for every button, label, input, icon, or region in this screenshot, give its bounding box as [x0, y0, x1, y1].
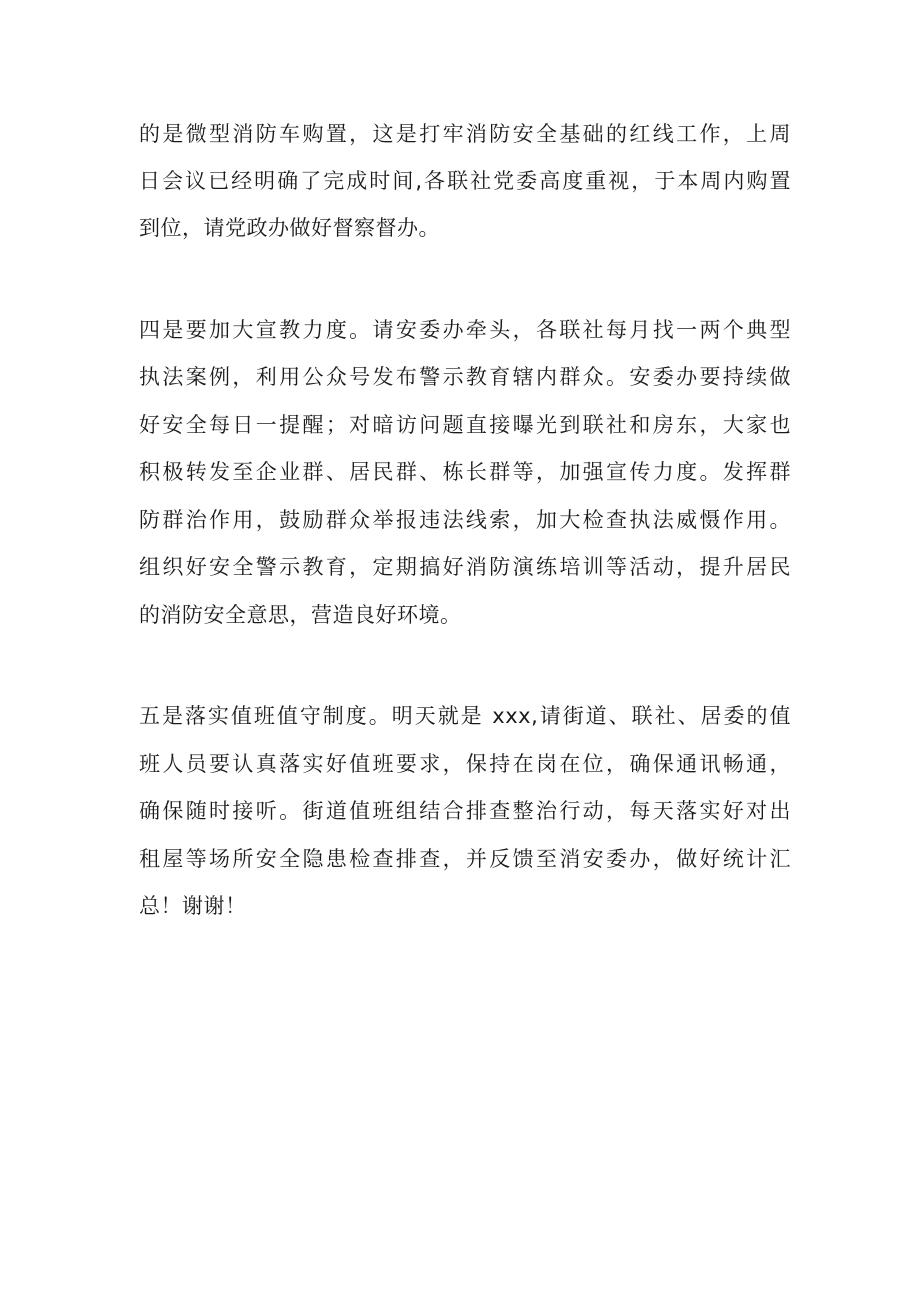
- paragraph-line: 组织好安全警示教育，定期搞好消防演练培训等活动，提升居民: [139, 555, 791, 579]
- paragraph-line: 到位，请党政办做好督察督办。: [139, 216, 440, 240]
- paragraph-line: 的是微型消防车购置，这是打牢消防安全基础的红线工作，上周: [139, 122, 791, 146]
- paragraph-line: 执法案例，利用公众号发布警示教育辖内群众。安委办要持续做: [139, 365, 791, 389]
- paragraph-line: 好安全每日一提醒；对暗访问题直接曝光到联社和房东，大家也: [139, 413, 791, 437]
- paragraph-line: 租屋等场所安全隐患检查排查，并反馈至消安委办，做好统计汇: [139, 847, 791, 871]
- paragraph-line: 防群治作用，鼓励群众举报违法线索，加大检查执法威慑作用。: [139, 508, 791, 532]
- paragraph-line: 五是落实值班值守制度。明天就是 xxx,请街道、联社、居委的值: [139, 704, 791, 728]
- paragraph-line: 日会议已经明确了完成时间,各联社党委高度重视，于本周内购置: [139, 169, 791, 193]
- paragraph-line: 确保随时接听。街道值班组结合排查整治行动，每天落实好对出: [139, 799, 791, 823]
- paragraph-line: 积极转发至企业群、居民群、栋长群等，加强宣传力度。发挥群: [139, 460, 791, 484]
- paragraph-line: 四是要加大宣教力度。请安委办牵头，各联社每月找一两个典型: [139, 318, 791, 342]
- paragraph-line: 总！谢谢！: [139, 894, 247, 918]
- paragraph-line: 的消防安全意思，营造良好环境。: [139, 603, 462, 627]
- paragraph-line: 班人员要认真落实好值班要求，保持在岗在位，确保通讯畅通，: [139, 752, 791, 776]
